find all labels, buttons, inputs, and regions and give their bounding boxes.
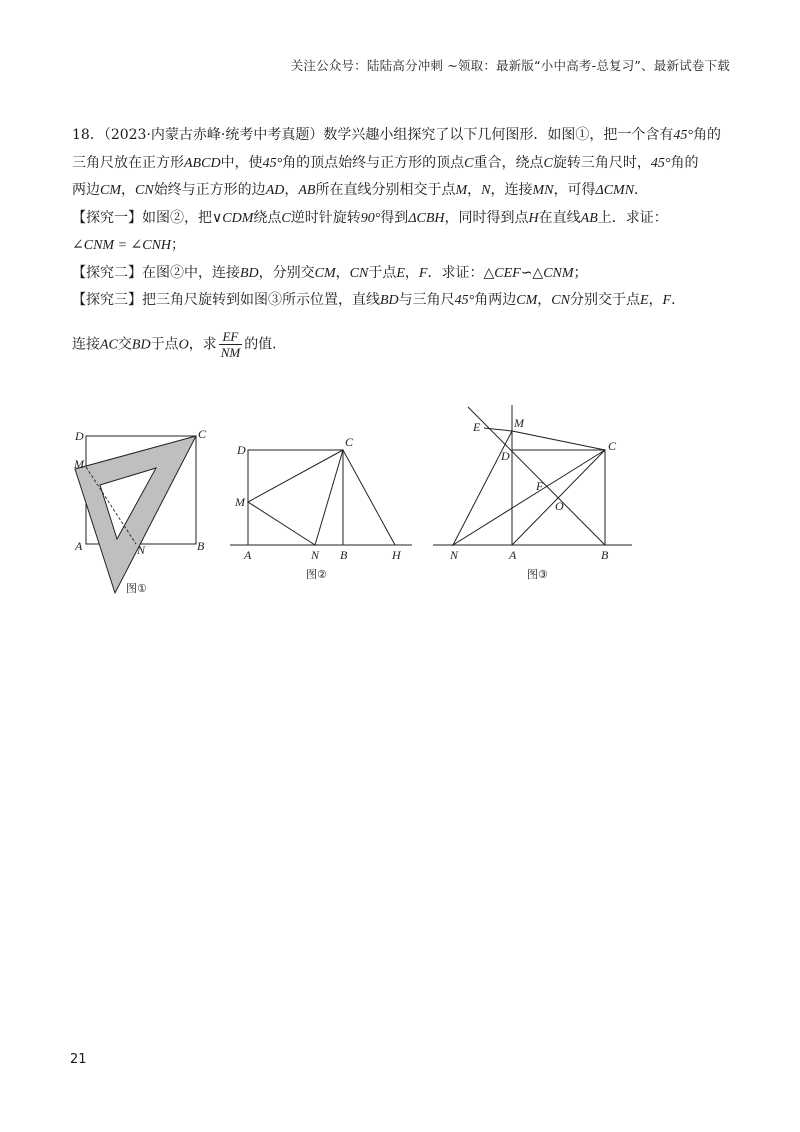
fig3-label-c: C [608, 439, 617, 453]
fraction-ef-over-nm: $\frac{EF}{NM}$ [220, 328, 241, 360]
fig1-label-d: D [75, 429, 84, 443]
page-number: 21 [70, 1052, 87, 1067]
fig3-label-m: M [514, 416, 524, 430]
fig3-label-a: A [509, 548, 517, 562]
fig2-label-a: A [244, 548, 252, 562]
fig3-label-b: B [601, 548, 609, 562]
fig2-label-n: N [311, 548, 320, 562]
fig1-triangle-ruler [75, 436, 196, 593]
problem-line-1: 18．（2023·内蒙古赤峰·统考中考真题）数学兴趣小组探究了以下几何图形．如图①，把一个含有45°角的 [72, 127, 721, 143]
figures-svg [0, 395, 800, 610]
problem-18 [72, 122, 732, 360]
problem-line-4: 【探究一】如图②，把∨CDM绕点C逆时针旋转90°得到ΔCBH，同时得到点H在直线AB上．求证： [72, 209, 668, 226]
fig1-label-b: B [197, 539, 205, 553]
problem-line-8: 连接AC交BD于点O，求 $\frac{EF}{NM}$ 的值． [72, 328, 287, 360]
figure-2 [230, 435, 412, 581]
fig2-label-b: B [340, 548, 348, 562]
fig1-label-n: N [137, 543, 146, 557]
problem-line-7: 【探究三】把三角尺旋转到如图③所示位置，直线BD与三角尺45°角两边CM，CN分别交于点E，F． [72, 292, 686, 308]
fig2-caption: 图② [306, 568, 327, 581]
figure-3 [433, 405, 632, 581]
fig3-label-o: O [555, 499, 564, 513]
figure-1 [73, 427, 207, 595]
fig2-label-h: H [392, 548, 401, 562]
problem-line-2: 三角尺放在正方形ABCD中，使45°角的顶点始终与正方形的顶点C重合，绕点C旋转三角尺时，45°角的 [72, 154, 699, 171]
fig3-label-d: D [501, 449, 510, 463]
fig2-label-c: C [345, 435, 354, 449]
fig2-triangles [248, 450, 395, 545]
problem-line-5: ∠CNM = ∠CNH； [72, 237, 186, 253]
fig3-label-f: F [536, 479, 544, 493]
fig3-label-n: N [450, 548, 459, 562]
fig3-label-e: E [473, 420, 481, 434]
fig3-line-em [484, 428, 512, 431]
figures-row [0, 395, 800, 610]
fig2-label-d: D [237, 443, 246, 457]
problem-line-6: 【探究二】在图②中，连接BD，分别交CM，CN于点E，F．求证：△CEF∽△CNM； [72, 264, 588, 281]
page-header: 关注公众号：陆陆高分冲刺 ~领取：最新版“小中高考-总复习”、最新试卷下载 [290, 58, 730, 73]
fig1-label-a: A [75, 539, 83, 553]
fig2-label-m: M [235, 495, 245, 509]
fig3-caption: 图③ [527, 568, 548, 581]
fig1-caption: 图① [126, 582, 147, 595]
fig1-label-m: M [74, 457, 84, 471]
problem-line-3: 两边CM，CN始终与正方形的边AD，AB所在直线分别相交于点M，N，连接MN，可得ΔCMN． [72, 182, 649, 198]
fig1-label-c: C [198, 427, 207, 441]
